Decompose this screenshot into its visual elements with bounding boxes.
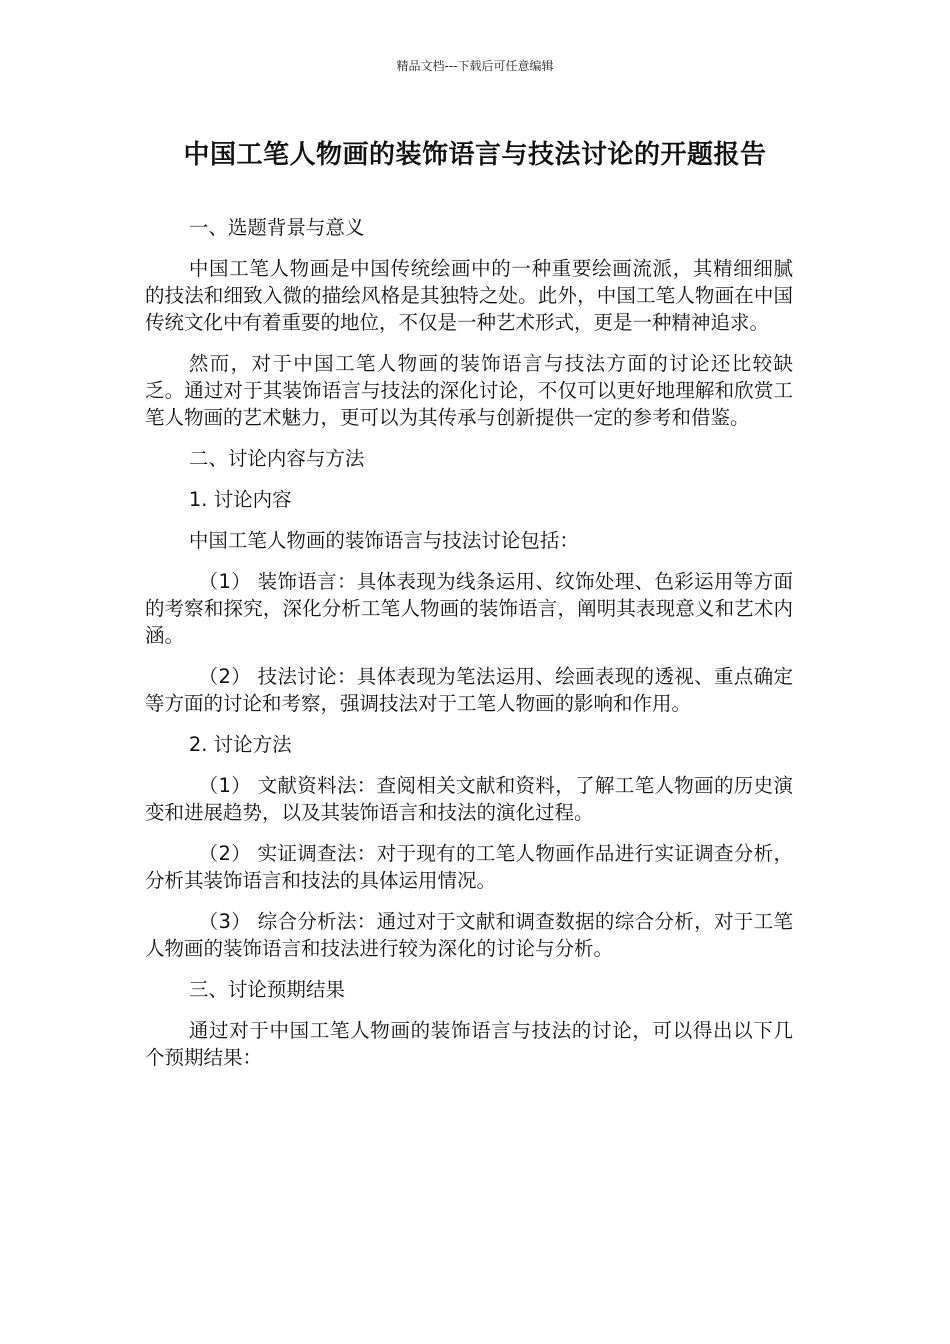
paragraph-background-1: 中国工笔人物画是中国传统绘画中的一种重要绘画流派，其精细细腻的技法和细致入微的描绘风格是其独特之处。此外，中国工笔人物画在中国传统文化中有着重要的地位，不仅是一种艺术形式，更是一种精神追求。 <box>145 257 793 334</box>
section-heading-expected-results: 三、讨论预期结果 <box>188 978 345 1001</box>
subheading-method: 2. 讨论方法 <box>188 733 292 756</box>
paragraph-background-2: 然而，对于中国工笔人物画的装饰语言与技法方面的讨论还比较缺乏。通过对于其装饰语言与技法的深化讨论，不仅可以更好地理解和欣赏工笔人物画的艺术魅力，更可以为其传承与创新提供一定的参考和借鉴。 <box>145 352 793 429</box>
document-title: 中国工笔人物画的装饰语言与技法讨论的开题报告 <box>183 140 767 170</box>
subheading-content: 1. 讨论内容 <box>188 488 292 511</box>
paragraph-content-intro: 中国工笔人物画的装饰语言与技法讨论包括： <box>188 529 579 552</box>
header-note: 精品文档---下载后可任意编辑 <box>396 59 554 73</box>
section-heading-background: 一、选题背景与意义 <box>188 216 365 239</box>
list-item-literature-method: （1） 文献资料法：查阅相关文献和资料，了解工笔人物画的历史演变和进展趋势，以及其装饰语言和技法的演化过程。 <box>145 774 793 824</box>
section-heading-content-method: 二、讨论内容与方法 <box>188 447 365 470</box>
list-item-empirical-method: （2） 实证调查法：对于现有的工笔人物画作品进行实证调查分析，分析其装饰语言和技法的具体运用情况。 <box>145 842 793 892</box>
document-body <box>145 214 793 1085</box>
list-item-decorative-language: （1） 装饰语言：具体表现为线条运用、纹饰处理、色彩运用等方面的考察和探究，深化分析工笔人物画的装饰语言，阐明其表现意义和艺术内涵。 <box>145 570 793 647</box>
paragraph-expected-results: 通过对于中国工笔人物画的装饰语言与技法的讨论，可以得出以下几个预期结果： <box>145 1019 793 1069</box>
list-item-technique: （2） 技法讨论：具体表现为笔法运用、绘画表现的透视、重点确定等方面的讨论和考察，强调技法对于工笔人物画的影响和作用。 <box>145 665 793 715</box>
list-item-synthesis-method: （3） 综合分析法：通过对于文献和调查数据的综合分析，对于工笔人物画的装饰语言和技法进行较为深化的讨论与分析。 <box>145 910 793 960</box>
